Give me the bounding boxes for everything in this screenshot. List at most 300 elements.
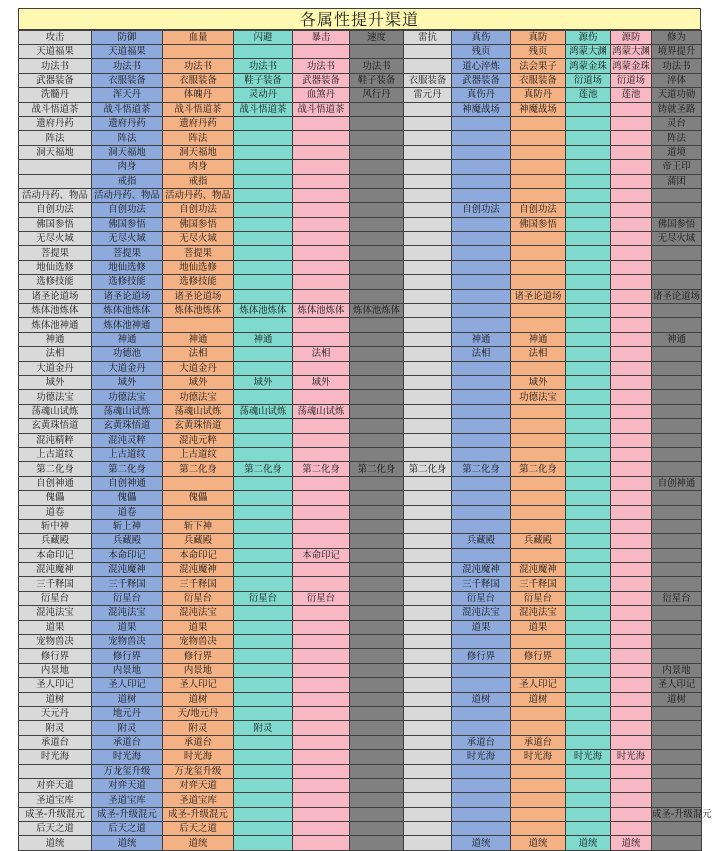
table-cell: [611, 102, 652, 116]
table-cell: [511, 174, 566, 188]
table-cell: [452, 116, 511, 130]
table-cell: [452, 476, 511, 490]
table-cell: [234, 548, 293, 562]
table-cell: [404, 519, 452, 533]
table-cell: 功德池: [92, 347, 163, 361]
table-cell: [566, 491, 611, 505]
table-cell: [234, 491, 293, 505]
table-cell: 无尽火域: [19, 232, 92, 246]
table-cell: [404, 476, 452, 490]
table-row: [19, 606, 702, 620]
table-cell: 肉身: [92, 160, 163, 174]
table-cell: 衍星台: [163, 591, 234, 605]
table-cell: [350, 735, 404, 749]
table-cell: 时光海: [611, 750, 652, 764]
table-cell: [234, 778, 293, 792]
table-cell: [19, 764, 92, 778]
table-row: [19, 778, 702, 792]
table-cell: [350, 275, 404, 289]
table-cell: 佛国参悟: [163, 217, 234, 231]
table-cell: 上古道纹: [163, 447, 234, 461]
table-cell: [234, 750, 293, 764]
table-cell: 菩提果: [19, 246, 92, 260]
channel-table: [18, 30, 712, 851]
table-cell: [404, 217, 452, 231]
table-cell: [566, 188, 611, 202]
table-cell: 域外: [163, 375, 234, 389]
table-cell: [404, 793, 452, 807]
table-cell: [404, 635, 452, 649]
table-cell: 阵法: [92, 131, 163, 145]
table-cell: 混沌元粹: [163, 433, 234, 447]
table-cell: [611, 505, 652, 519]
table-cell: [611, 491, 652, 505]
table-cell: 兵藏殿: [92, 534, 163, 548]
table-cell: [404, 620, 452, 634]
table-cell: [293, 721, 350, 735]
table-cell: 道果: [92, 620, 163, 634]
table-cell: 遗府丹药: [92, 116, 163, 130]
table-cell: 战斗悟道茶: [293, 102, 350, 116]
table-cell: 斩中神: [19, 519, 92, 533]
table-cell: 内景地: [92, 663, 163, 677]
table-cell: 成圣-升级混元: [92, 807, 163, 821]
table-cell: [566, 620, 611, 634]
table-cell: [566, 375, 611, 389]
table-cell: [652, 735, 702, 749]
table-row: [19, 433, 702, 447]
table-cell: [611, 260, 652, 274]
table-cell: [566, 102, 611, 116]
table-cell: [652, 260, 702, 274]
table-cell: 选修技能: [19, 275, 92, 289]
table-cell: 附灵: [234, 721, 293, 735]
table-cell: [350, 188, 404, 202]
table-row: [19, 73, 702, 87]
table-cell: [566, 735, 611, 749]
table-row: [19, 836, 702, 850]
table-cell: 混沌法宝: [92, 606, 163, 620]
table-cell: [611, 188, 652, 202]
table-cell: [404, 332, 452, 346]
table-row: [19, 764, 702, 778]
table-cell: 域外: [92, 375, 163, 389]
table-cell: [611, 620, 652, 634]
table-cell: 兵藏殿: [19, 534, 92, 548]
table-cell: 功德法宝: [163, 390, 234, 404]
table-cell: [611, 275, 652, 289]
table-cell: [566, 462, 611, 476]
table-cell: [566, 160, 611, 174]
table-cell: [652, 347, 702, 361]
table-cell: [404, 721, 452, 735]
table-cell: [293, 491, 350, 505]
column-header: 防御: [92, 31, 163, 45]
table-cell: [404, 102, 452, 116]
table-cell: [293, 433, 350, 447]
table-cell: 道统: [163, 836, 234, 850]
table-cell: [611, 462, 652, 476]
table-cell: 浑天丹: [92, 88, 163, 102]
table-cell: 炼体池神通: [19, 318, 92, 332]
table-cell: [611, 390, 652, 404]
table-cell: [234, 174, 293, 188]
table-cell: 莲池: [611, 88, 652, 102]
table-cell: [293, 116, 350, 130]
table-cell: 承道台: [452, 735, 511, 749]
table-cell: [293, 692, 350, 706]
table-cell: [350, 131, 404, 145]
table-cell: [452, 361, 511, 375]
table-cell: [234, 606, 293, 620]
column-header: 速度: [350, 31, 404, 45]
table-cell: 斩上神: [92, 519, 163, 533]
table-cell: [452, 663, 511, 677]
table-cell: 莲池: [566, 88, 611, 102]
table-cell: [611, 174, 652, 188]
table-cell: 衣服装备: [511, 73, 566, 87]
table-cell: [350, 692, 404, 706]
table-cell: 功法书: [19, 59, 92, 73]
table-cell: [611, 735, 652, 749]
table-cell: 天元丹: [19, 706, 92, 720]
table-cell: 战斗悟道茶: [234, 102, 293, 116]
table-cell: 后天之道: [92, 822, 163, 836]
table-cell: [350, 390, 404, 404]
table-cell: [350, 649, 404, 663]
table-row: [19, 649, 702, 663]
table-cell: 时光海: [511, 750, 566, 764]
table-cell: 斩下神: [163, 519, 234, 533]
table-cell: [566, 232, 611, 246]
table-cell: [293, 174, 350, 188]
table-cell: [404, 447, 452, 461]
table-cell: [611, 318, 652, 332]
table-cell: [452, 764, 511, 778]
table-cell: [293, 361, 350, 375]
table-cell: [293, 505, 350, 519]
table-row: [19, 735, 702, 749]
table-cell: 第二化身: [19, 462, 92, 476]
table-cell: [293, 203, 350, 217]
table-cell: [350, 505, 404, 519]
table-cell: 洗髓丹: [19, 88, 92, 102]
table-cell: 衍道场: [611, 73, 652, 87]
table-cell: [611, 131, 652, 145]
table-row: [19, 361, 702, 375]
table-cell: [611, 116, 652, 130]
table-cell: [293, 232, 350, 246]
table-cell: [293, 419, 350, 433]
table-cell: 地仙选修: [163, 260, 234, 274]
table-cell: 第二化身: [350, 462, 404, 476]
table-cell: [293, 246, 350, 260]
table-cell: [404, 160, 452, 174]
table-cell: [611, 447, 652, 461]
table-cell: 上古道纹: [19, 447, 92, 461]
table-cell: 衍星台: [511, 591, 566, 605]
table-row: [19, 491, 702, 505]
table-cell: 第二化身: [293, 462, 350, 476]
table-cell: 道卷: [92, 505, 163, 519]
column-header: 攻击: [19, 31, 92, 45]
table-cell: 地元丹: [92, 706, 163, 720]
table-cell: 鸿蒙大渊: [566, 45, 611, 59]
table-cell: [566, 678, 611, 692]
table-cell: [404, 678, 452, 692]
table-cell: [652, 419, 702, 433]
table-cell: 道统: [511, 836, 566, 850]
table-cell: [350, 447, 404, 461]
table-cell: [234, 663, 293, 677]
column-header: 修为: [652, 31, 702, 45]
table-cell: 功法书: [293, 59, 350, 73]
table-cell: 时光海: [452, 750, 511, 764]
table-cell: [234, 361, 293, 375]
table-cell: 混沌魔神: [163, 563, 234, 577]
table-cell: [404, 275, 452, 289]
table-cell: 域外: [19, 375, 92, 389]
table-cell: [404, 577, 452, 591]
column-header: 真防: [511, 31, 566, 45]
table-cell: [566, 289, 611, 303]
table-cell: [452, 447, 511, 461]
table-cell: [404, 735, 452, 749]
table-cell: 道果: [511, 620, 566, 634]
table-cell: [652, 505, 702, 519]
table-cell: [566, 764, 611, 778]
table-cell: [652, 534, 702, 548]
table-cell: [511, 706, 566, 720]
table-row: [19, 375, 702, 389]
table-cell: [452, 519, 511, 533]
table-cell: [566, 404, 611, 418]
table-row: [19, 390, 702, 404]
table-cell: [566, 519, 611, 533]
table-cell: 域外: [293, 375, 350, 389]
table-cell: [404, 246, 452, 260]
table-cell: 功德法宝: [19, 390, 92, 404]
table-cell: 本命印记: [92, 548, 163, 562]
table-cell: [234, 822, 293, 836]
table-cell: [234, 534, 293, 548]
table-cell: [350, 836, 404, 850]
table-cell: [566, 606, 611, 620]
table-cell: [452, 304, 511, 318]
table-row: [19, 217, 702, 231]
table-row: [19, 706, 702, 720]
table-cell: [404, 188, 452, 202]
table-cell: [350, 332, 404, 346]
table-cell: [452, 404, 511, 418]
table-cell: [404, 548, 452, 562]
table-row: [19, 447, 702, 461]
table-cell: [511, 433, 566, 447]
table-cell: [350, 433, 404, 447]
table-cell: [652, 404, 702, 418]
table-cell: [652, 246, 702, 260]
table-cell: [652, 375, 702, 389]
table-cell: [293, 260, 350, 274]
table-cell: 鞋子装备: [234, 73, 293, 87]
table-row: [19, 678, 702, 692]
table-cell: [611, 778, 652, 792]
table-cell: 衣服装备: [404, 73, 452, 87]
table-cell: [350, 764, 404, 778]
table-row: [19, 347, 702, 361]
table-cell: 神通: [234, 332, 293, 346]
table-cell: [511, 318, 566, 332]
table-cell: 神魔战场: [452, 102, 511, 116]
table-cell: 时光海: [92, 750, 163, 764]
table-cell: [404, 419, 452, 433]
table-cell: [234, 692, 293, 706]
table-row: [19, 145, 702, 159]
table-cell: [293, 678, 350, 692]
table-cell: [452, 375, 511, 389]
table-cell: [404, 318, 452, 332]
table-cell: 神通: [19, 332, 92, 346]
table-row: [19, 260, 702, 274]
table-cell: [350, 404, 404, 418]
table-cell: [566, 793, 611, 807]
table-cell: 道统: [566, 836, 611, 850]
table-cell: [234, 347, 293, 361]
table-cell: 洞天福地: [163, 145, 234, 159]
table-cell: 无尽火域: [163, 232, 234, 246]
table-cell: [234, 649, 293, 663]
table-cell: 第二化身: [404, 462, 452, 476]
table-cell: [611, 692, 652, 706]
table-cell: [234, 807, 293, 821]
table-cell: [611, 534, 652, 548]
table-cell: [511, 419, 566, 433]
table-cell: 万龙玺升级: [163, 764, 234, 778]
table-cell: 混沌法宝: [452, 606, 511, 620]
table-cell: 修行界: [452, 649, 511, 663]
table-cell: 道统: [611, 836, 652, 850]
table-cell: [652, 822, 702, 836]
table-cell: [511, 663, 566, 677]
table-cell: 荡魂山试炼: [163, 404, 234, 418]
table-cell: [611, 419, 652, 433]
table-cell: [350, 807, 404, 821]
table-cell: 圣人印记: [19, 678, 92, 692]
table-row: [19, 131, 702, 145]
table-cell: [350, 145, 404, 159]
table-cell: 衍星台: [652, 591, 702, 605]
table-cell: [566, 822, 611, 836]
table-cell: [404, 304, 452, 318]
table-cell: 洞天福地: [92, 145, 163, 159]
table-cell: 战斗悟道茶: [19, 102, 92, 116]
table-cell: [511, 160, 566, 174]
table-cell: 自创神通: [19, 476, 92, 490]
table-cell: 圣道宝库: [92, 793, 163, 807]
table-cell: [611, 577, 652, 591]
table-cell: [566, 476, 611, 490]
table-cell: 兵藏殿: [511, 534, 566, 548]
table-cell: 活动丹药、物品: [163, 188, 234, 202]
table-cell: 圣道宝库: [163, 793, 234, 807]
table-cell: [163, 476, 234, 490]
sheet-title: 各属性提升渠道: [18, 8, 701, 30]
table-cell: [611, 706, 652, 720]
table-cell: [652, 563, 702, 577]
table-cell: 宠物兽决: [92, 635, 163, 649]
table-cell: [566, 318, 611, 332]
table-cell: [452, 160, 511, 174]
spreadsheet: [18, 8, 712, 851]
table-cell: 内景地: [163, 663, 234, 677]
table-cell: 道境: [652, 145, 702, 159]
table-cell: [566, 635, 611, 649]
table-cell: 自创神通: [92, 476, 163, 490]
table-cell: 衣服装备: [92, 73, 163, 87]
table-cell: 道树: [511, 692, 566, 706]
table-cell: [566, 649, 611, 663]
table-cell: [293, 563, 350, 577]
table-cell: [293, 635, 350, 649]
table-cell: [511, 793, 566, 807]
table-cell: 功法书: [163, 59, 234, 73]
table-cell: [350, 289, 404, 303]
table-row: [19, 591, 702, 605]
table-cell: 混沌魔神: [511, 563, 566, 577]
table-cell: [404, 404, 452, 418]
table-row: [19, 160, 702, 174]
table-cell: [234, 563, 293, 577]
table-cell: 衍道场: [566, 73, 611, 87]
table-cell: [611, 678, 652, 692]
table-cell: [611, 663, 652, 677]
table-cell: [350, 217, 404, 231]
table-cell: [404, 692, 452, 706]
table-cell: [566, 563, 611, 577]
table-cell: [611, 375, 652, 389]
table-cell: [452, 706, 511, 720]
table-cell: [611, 548, 652, 562]
table-cell: 炼体池神通: [92, 318, 163, 332]
table-cell: 神通: [511, 332, 566, 346]
table-cell: 神通: [652, 332, 702, 346]
table-cell: [611, 606, 652, 620]
table-cell: [611, 476, 652, 490]
table-cell: 武器装备: [452, 73, 511, 87]
table-cell: [566, 778, 611, 792]
table-row: [19, 750, 702, 764]
table-cell: [511, 505, 566, 519]
table-cell: [611, 217, 652, 231]
table-cell: [652, 304, 702, 318]
table-cell: [234, 289, 293, 303]
table-cell: 自创功法: [19, 203, 92, 217]
table-cell: 炼体池炼体: [163, 304, 234, 318]
table-cell: [404, 116, 452, 130]
table-cell: 大道金丹: [92, 361, 163, 375]
table-cell: [293, 45, 350, 59]
table-cell: [611, 203, 652, 217]
table-cell: 风行丹: [350, 88, 404, 102]
table-cell: 修行界: [511, 649, 566, 663]
table-cell: 遗府丹药: [19, 116, 92, 130]
table-row: [19, 289, 702, 303]
table-cell: 功法书: [350, 59, 404, 73]
table-cell: 混沌灵粹: [92, 433, 163, 447]
table-cell: [611, 361, 652, 375]
table-cell: [652, 462, 702, 476]
table-cell: [566, 145, 611, 159]
